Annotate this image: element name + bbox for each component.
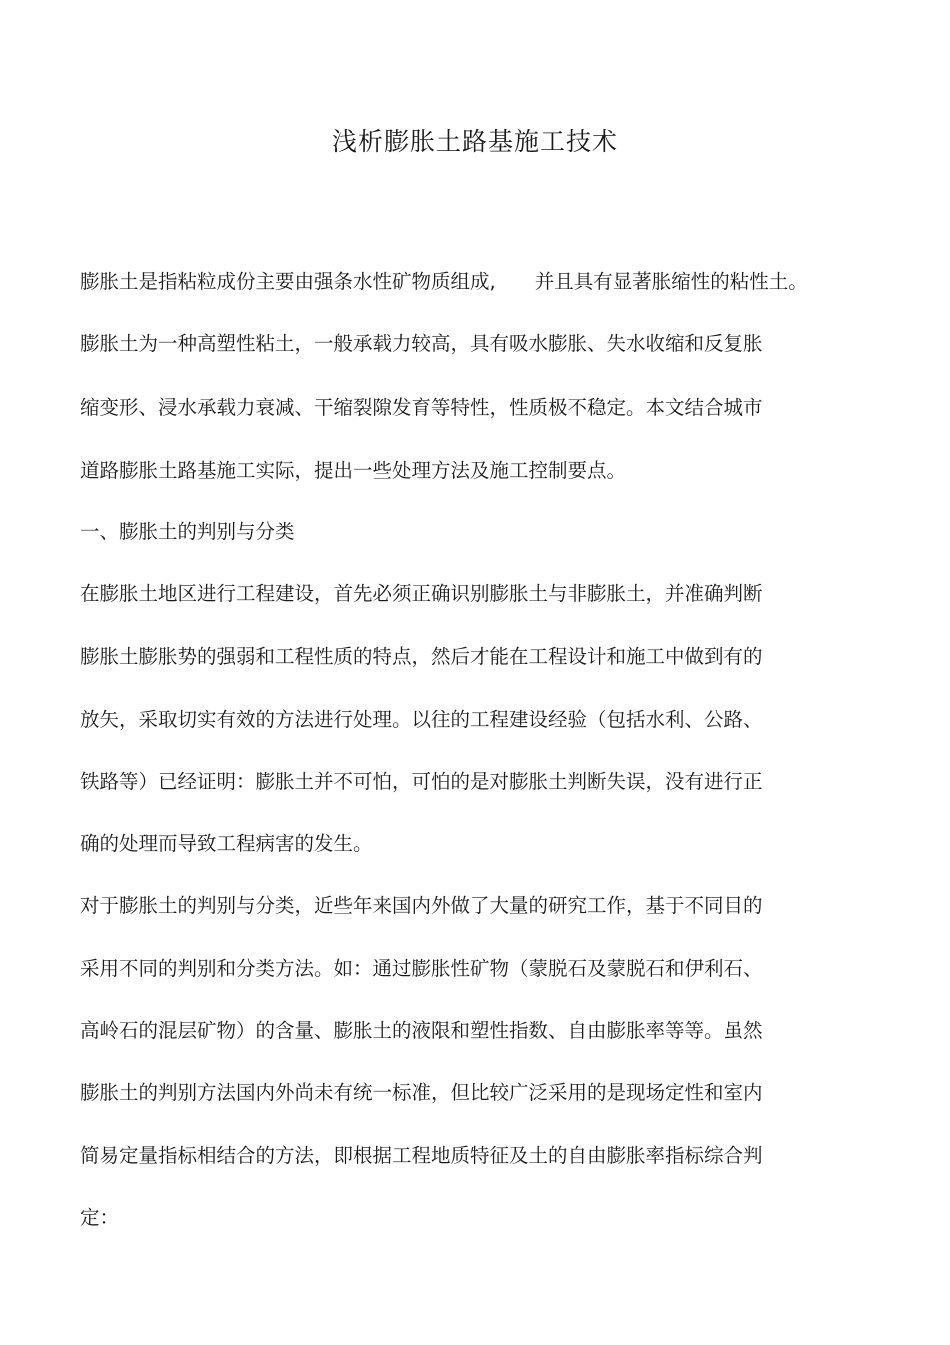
paragraph-line: 膨胀土为一种高塑性粘土，一般承载力较高，具有吸水膨胀、失水收缩和反复胀	[80, 332, 763, 355]
paragraph-line: 采用不同的判别和分类方法。如：通过膨胀性矿物（蒙脱石及蒙脱石和伊利石、	[80, 957, 763, 980]
paragraph-line: 道路膨胀土路基施工实际，提出一些处理方法及施工控制要点。	[80, 459, 627, 482]
paragraph-line: 在膨胀土地区进行工程建设，首先必须正确识别膨胀土与非膨胀土，并准确判断	[80, 582, 763, 605]
paragraph-line: 膨胀土膨胀势的强弱和工程性质的特点，然后才能在工程设计和施工中做到有的	[80, 645, 763, 668]
section-heading: 一、膨胀土的判别与分类	[80, 520, 295, 543]
paragraph-line: 缩变形、浸水承载力衰减、干缩裂隙发育等特性，性质极不稳定。本文结合城市	[80, 396, 763, 419]
paragraph-line: 铁路等）已经证明：膨胀土并不可怕，可怕的是对膨胀土判断失误，没有进行正	[80, 770, 763, 793]
paragraph-line: 膨胀土的判别方法国内外尚未有统一标准，但比较广泛采用的是现场定性和室内	[80, 1081, 763, 1104]
paragraph-line: 膨胀土是指粘粒成份主要由强条水性矿物质组成, 并且具有显著胀缩性的粘性土。	[80, 270, 808, 293]
paragraph-line: 对于膨胀土的判别与分类，近些年来国内外做了大量的研究工作，基于不同目的	[80, 894, 763, 917]
paragraph-line: 高岭石的混层矿物）的含量、膨胀土的液限和塑性指数、自由膨胀率等等。虽然	[80, 1019, 763, 1042]
paragraph-line: 放矢，采取切实有效的方法进行处理。以往的工程建设经验（包括水利、公路、	[80, 708, 763, 731]
paragraph-line: 定：	[80, 1206, 120, 1229]
paragraph-line: 简易定量指标相结合的方法，即根据工程地质特征及土的自由膨胀率指标综合判	[80, 1144, 763, 1167]
paragraph-line: 确的处理而导致工程病害的发生。	[80, 832, 373, 855]
document-title: 浅析膨胀土路基施工技术	[331, 127, 618, 156]
